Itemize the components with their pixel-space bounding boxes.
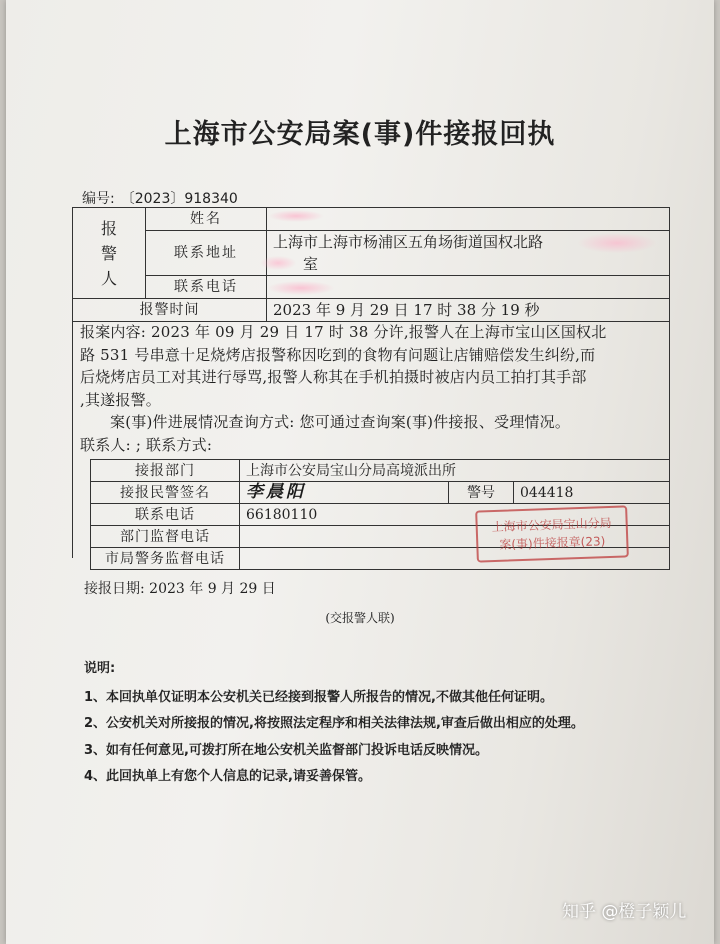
notes-section xyxy=(84,656,584,791)
content-line: 后烧烤店员工对其进行辱骂,报警人称其在手机拍摄时被店内员工拍打其手部 xyxy=(80,368,587,386)
report-time-value: 2023 年 9 月 29 日 17 时 38 分 19 秒 xyxy=(267,299,670,322)
note-item: 2、公安机关对所接报的情况,将按照法定程序和相关法律法规,审查后做出相应的处理。 xyxy=(84,716,584,731)
badge-label: 警号 xyxy=(449,482,514,504)
case-number xyxy=(82,188,238,208)
redacted-name xyxy=(268,210,324,222)
address-line1: 上海市上海市杨浦区五角场街道国权北路 xyxy=(267,231,670,254)
note-item: 1、本回执单仅证明本公安机关已经接到报警人所报告的情况,不做其他任何证明。 xyxy=(84,689,553,705)
receipt-date: 接报日期: 2023 年 9 月 29 日 xyxy=(84,581,276,597)
city-supervise-label: 市局警务监督电话 xyxy=(91,548,240,570)
redacted-address-unit xyxy=(260,256,296,270)
dept-value: 上海市公安局宝山分局高境派出所 xyxy=(240,460,670,482)
official-stamp: 上海市公安局宝山分局 案(事)件接报章(23) xyxy=(475,505,629,562)
content-line: 报案内容: 2023 年 09 月 29 日 17 时 38 分许,报警人在上海市宝山区国权北 xyxy=(80,323,607,341)
query-method: 案(事)件进展情况查询方式: 您可通过查询案(事)件接报、受理情况。 xyxy=(110,413,571,431)
redacted-address xyxy=(578,233,656,253)
content-line: ,其遂报警。 xyxy=(80,390,161,409)
receipt-phone-value: 66180110 xyxy=(240,504,670,526)
phone-label: 联系电话 xyxy=(146,276,267,299)
address-line2: 室 xyxy=(267,253,670,276)
contact-line: 联系人: ; 联系方式: xyxy=(80,435,213,454)
officer-signature: 李晨阳 xyxy=(240,482,449,504)
dept-label: 接报部门 xyxy=(91,460,240,482)
case-number-label: 编号: xyxy=(82,191,115,207)
dept-supervise-label: 部门监督电话 xyxy=(91,526,240,548)
badge-value: 044418 xyxy=(514,482,670,504)
address-label: 联系地址 xyxy=(146,231,267,276)
receipt-paper xyxy=(6,0,714,944)
report-content xyxy=(80,321,670,456)
note-item: 3、如有任何意见,可拨打所在地公安机关监督部门投诉电话反映情况。 xyxy=(84,742,488,758)
reporter-group-label: 报 警 人 xyxy=(73,208,146,299)
copy-note: (交报警人联) xyxy=(325,611,395,625)
content-line: 路 531 号串意十足烧烤店报警称因吃到的食物有问题让店铺赔偿发生纠纷,而 xyxy=(80,345,596,364)
watermark: 知乎 @橙子颖儿 xyxy=(562,902,687,922)
officer-label: 接报民警签名 xyxy=(91,482,240,504)
redacted-phone xyxy=(268,281,334,295)
page-title: 上海市公安局案(事)件接报回执 xyxy=(164,119,556,150)
name-value xyxy=(267,208,670,231)
case-number-value: 〔2023〕918340 xyxy=(120,191,238,207)
notes-heading: 说明: xyxy=(84,661,116,676)
name-label: 姓名 xyxy=(146,208,267,231)
report-time-label: 报警时间 xyxy=(73,299,267,322)
receipt-phone-label: 联系电话 xyxy=(91,504,240,526)
note-item: 4、此回执单上有您个人信息的记录,请妥善保管。 xyxy=(84,769,371,784)
